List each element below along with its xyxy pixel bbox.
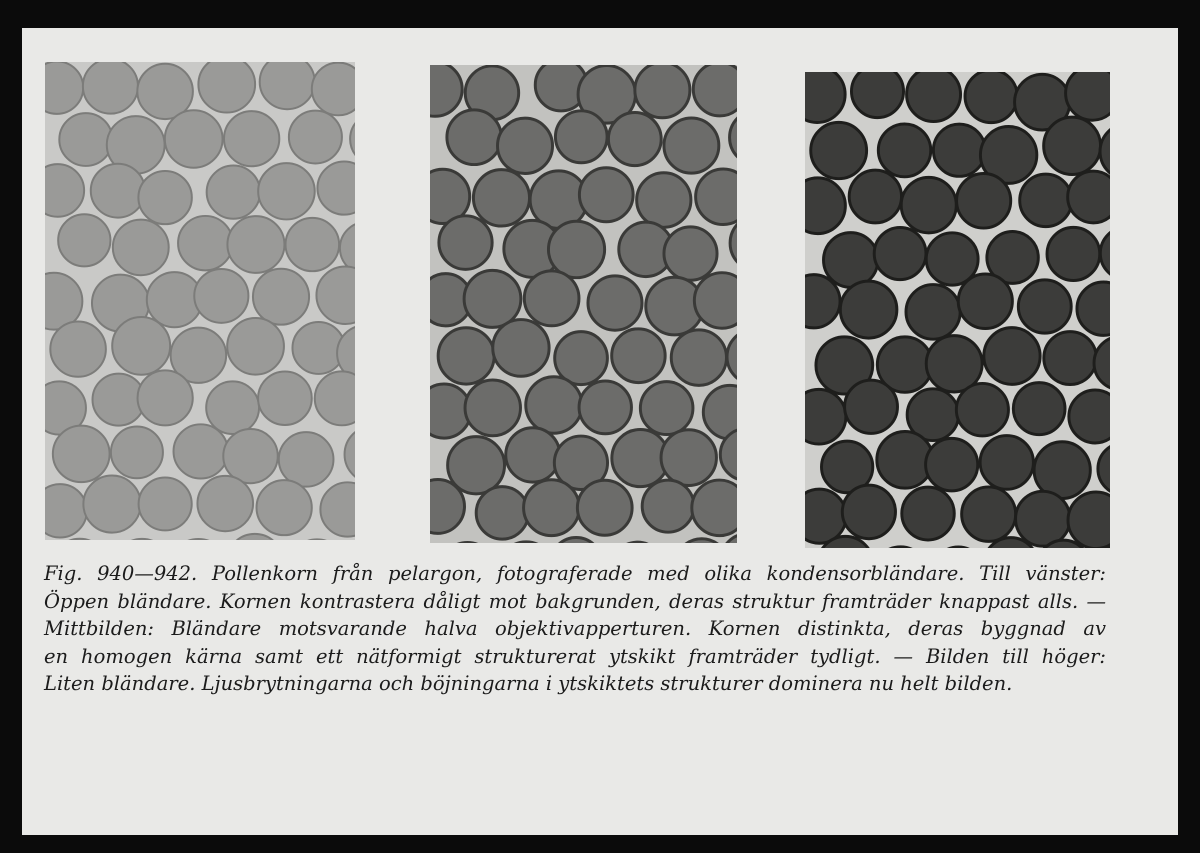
pollen-grain bbox=[315, 371, 355, 425]
pollen-grain bbox=[824, 233, 878, 288]
pollen-grain bbox=[577, 480, 632, 535]
pollen-grain bbox=[224, 111, 279, 166]
pollen-grain bbox=[493, 320, 549, 377]
pollen-grain bbox=[588, 276, 642, 330]
pollen-grain bbox=[965, 72, 1017, 123]
pollen-grain bbox=[664, 118, 719, 173]
pollen-grain bbox=[805, 178, 845, 234]
pollen-grain bbox=[878, 124, 930, 177]
pollen-grain bbox=[83, 476, 140, 533]
caption-line: Liten bländare. Ljusbrytningarna och böjningarna i ytskiktets strukturer dominera nu helt bilden. bbox=[44, 672, 1013, 695]
pollen-grain bbox=[52, 539, 108, 540]
pollen-grain bbox=[805, 389, 846, 444]
pollen-grain bbox=[980, 436, 1033, 490]
pollen-grain bbox=[579, 168, 633, 222]
pollen-grain bbox=[612, 329, 665, 383]
pollen-grain bbox=[258, 163, 315, 219]
pollen-grain bbox=[840, 281, 897, 338]
pollen-grain bbox=[524, 271, 579, 326]
pollen-grain bbox=[139, 478, 192, 531]
pollen-grain bbox=[113, 220, 169, 276]
pollen-grain bbox=[956, 383, 1008, 436]
pollen-grain bbox=[696, 169, 737, 225]
pollen-grain bbox=[805, 72, 845, 123]
pollen-grains-light bbox=[45, 62, 355, 540]
pollen-grain bbox=[933, 124, 985, 176]
caption-line: en homogen kärna samt ett nätformigt strukturerat ytskikt framträder tydligt. — Bilden till höger: bbox=[44, 644, 1106, 668]
pollen-grain bbox=[91, 164, 145, 218]
photo-small-aperture bbox=[805, 72, 1110, 548]
pollen-grain bbox=[550, 538, 602, 543]
pollen-grain bbox=[473, 170, 529, 226]
caption-line: Öppen bländare. Kornen kontrastera dåligt mot bakgrunden, deras struktur framträder knappast alls. — bbox=[44, 589, 1106, 613]
pollen-grains-medium bbox=[430, 65, 737, 543]
pollen-grain bbox=[664, 227, 717, 280]
pollen-grain bbox=[194, 269, 248, 323]
pollen-grain bbox=[138, 171, 191, 224]
pollen-grain bbox=[227, 534, 283, 540]
pollen-grain bbox=[640, 382, 693, 435]
pollen-grain bbox=[579, 381, 631, 434]
pollen-grain bbox=[506, 428, 560, 482]
pollen-grain bbox=[174, 424, 228, 478]
pollen-grain bbox=[548, 221, 604, 277]
pollen-grain bbox=[1098, 443, 1110, 495]
pollen-grain bbox=[497, 118, 552, 173]
pollen-grain bbox=[873, 547, 929, 548]
pollen-grain bbox=[112, 317, 170, 375]
pollen-grain bbox=[83, 62, 138, 114]
pollen-grain bbox=[642, 480, 694, 532]
pollen-grain bbox=[727, 329, 737, 384]
pollen-grain bbox=[932, 547, 984, 548]
pollen-grain bbox=[842, 485, 895, 539]
pollen-grain bbox=[317, 162, 355, 215]
pollen-grain bbox=[1016, 491, 1070, 546]
pollen-grain bbox=[611, 542, 663, 543]
pollen-grain bbox=[1044, 117, 1101, 174]
pollen-grain bbox=[1068, 171, 1110, 223]
pollen-grain bbox=[464, 270, 521, 327]
pollen-grain bbox=[430, 65, 462, 116]
pollen-grain bbox=[207, 166, 260, 219]
pollen-grain bbox=[53, 426, 110, 483]
figure-caption bbox=[44, 560, 1106, 698]
pollen-grain bbox=[279, 432, 334, 486]
pollen-grain bbox=[1018, 280, 1071, 333]
pollen-grain bbox=[258, 371, 312, 424]
pollen-grain bbox=[289, 111, 342, 164]
pollen-grain bbox=[165, 110, 223, 167]
pollen-grain bbox=[811, 122, 867, 178]
pollen-grain bbox=[498, 542, 554, 543]
pollen-grain bbox=[345, 426, 355, 483]
pollen-grain bbox=[1013, 383, 1065, 435]
pollen-grain bbox=[170, 539, 227, 540]
pollen-grain bbox=[901, 177, 956, 232]
pollen-grain bbox=[957, 173, 1011, 228]
pollen-grain bbox=[289, 539, 344, 540]
pollen-grain bbox=[58, 214, 110, 266]
pollen-grain bbox=[874, 227, 926, 279]
pollen-grain bbox=[114, 539, 170, 540]
pollen-grain bbox=[45, 484, 87, 537]
photo-half-aperture bbox=[430, 65, 737, 543]
pollen-grain bbox=[316, 266, 355, 323]
pollen-grain bbox=[350, 112, 355, 165]
pollen-grain bbox=[138, 370, 193, 425]
pollen-grain bbox=[476, 487, 528, 539]
pollen-grain bbox=[851, 72, 903, 118]
pollen-grain bbox=[438, 328, 494, 384]
pollen-grain bbox=[227, 318, 284, 375]
pollen-grain bbox=[1066, 72, 1110, 120]
pollen-grain bbox=[1020, 174, 1072, 227]
pollen-grain bbox=[206, 381, 259, 434]
pollen-grain bbox=[198, 62, 255, 113]
pollen-grain bbox=[694, 273, 737, 329]
pollen-grain bbox=[608, 112, 661, 165]
pollen-grain bbox=[253, 269, 309, 325]
pollen-grain bbox=[730, 110, 737, 165]
pollen-grain bbox=[524, 480, 580, 536]
pollen-grain bbox=[671, 330, 726, 386]
pollen-grain bbox=[692, 480, 737, 536]
pollen-grain bbox=[45, 164, 84, 217]
pollen-grain bbox=[312, 63, 355, 116]
pollen-grain bbox=[320, 482, 355, 536]
pollen-grain bbox=[1069, 390, 1110, 443]
pollen-grain bbox=[693, 65, 737, 116]
pollen-grain bbox=[849, 170, 901, 223]
pollen-grain bbox=[958, 274, 1012, 329]
pollen-grain bbox=[178, 216, 233, 270]
pollen-grain bbox=[439, 216, 492, 270]
pollen-grain bbox=[1094, 336, 1110, 389]
pollen-grain bbox=[805, 489, 846, 543]
pollen-grain bbox=[962, 487, 1016, 541]
pollen-grain bbox=[45, 62, 83, 114]
pollen-grain bbox=[1068, 492, 1110, 548]
pollen-grain bbox=[984, 328, 1040, 385]
pollen-grain bbox=[257, 480, 312, 535]
pollen-grain bbox=[907, 72, 961, 122]
pollen-grain bbox=[111, 426, 163, 478]
pollen-grain bbox=[197, 476, 253, 531]
pollen-grain bbox=[555, 111, 607, 163]
caption-line: Mittbilden: Bländare motsvarande halva objektivapperturen. Kornen distinkta, deras byggnad av bbox=[44, 617, 1106, 640]
pollen-grain bbox=[1047, 227, 1100, 280]
pollen-grain bbox=[906, 285, 960, 340]
pollen-grains-dark bbox=[805, 72, 1110, 548]
pollen-grain bbox=[635, 65, 690, 118]
pollen-grain bbox=[465, 380, 520, 436]
pollen-grain bbox=[1077, 282, 1110, 335]
pollen-grain bbox=[223, 429, 277, 483]
pollen-grain bbox=[50, 321, 106, 376]
pollen-grain bbox=[926, 438, 978, 491]
pollen-grain bbox=[703, 385, 737, 439]
pollen-grain bbox=[59, 113, 112, 166]
pollen-grain bbox=[661, 430, 716, 486]
pollen-grain bbox=[447, 110, 501, 165]
pollen-grain bbox=[845, 380, 898, 433]
pollen-grain bbox=[1100, 227, 1110, 280]
pollen-grain bbox=[675, 539, 729, 543]
caption-line: Fig. 940—942. Pollenkorn från pelargon, fotograferade med olika kondensorbländare. Till vänster: bbox=[44, 562, 1106, 585]
photo-open-aperture bbox=[45, 62, 355, 540]
pollen-grain bbox=[1044, 332, 1097, 385]
pollen-grain bbox=[260, 62, 315, 109]
pollen-grain bbox=[637, 173, 691, 228]
pollen-grain bbox=[227, 216, 284, 273]
pollen-grain bbox=[902, 487, 954, 540]
pollen-grain bbox=[286, 218, 340, 271]
pollen-grain bbox=[526, 377, 582, 433]
